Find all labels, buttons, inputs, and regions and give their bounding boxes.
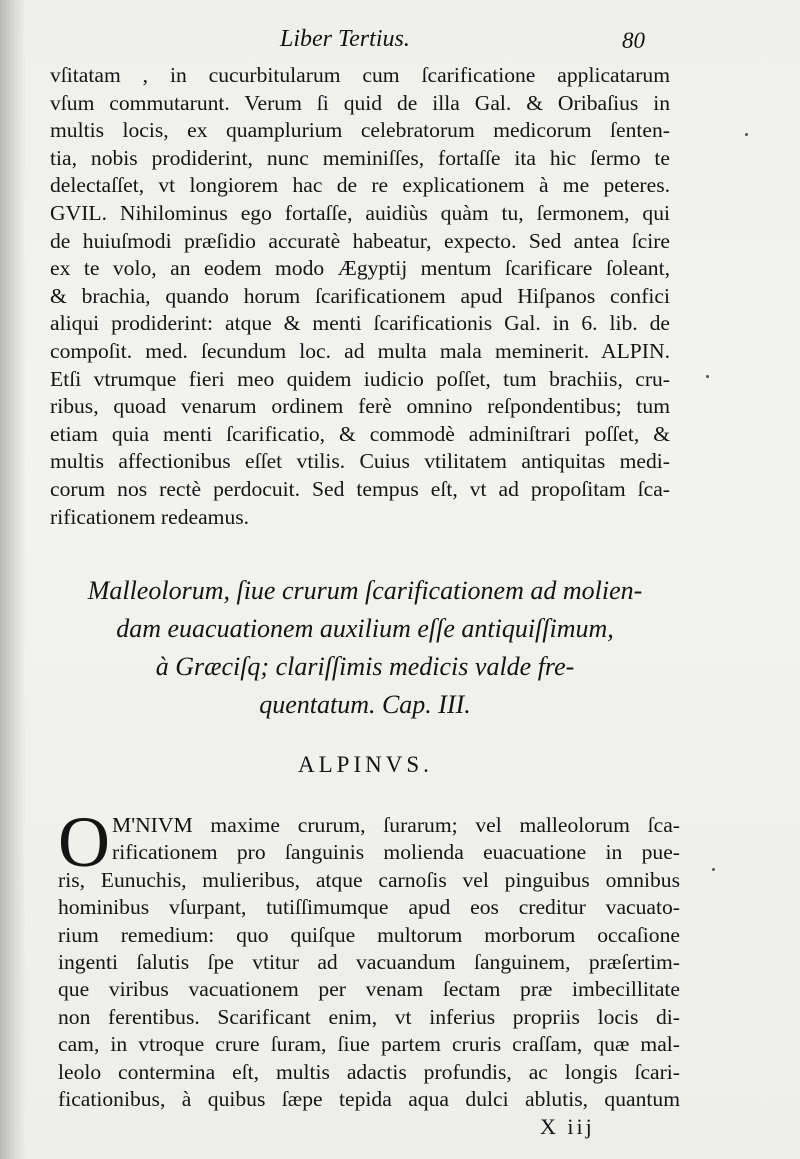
text-line: aliqui prodiderint: atque & menti ſcarificationis Gal. in 6. lib. de [50,311,670,336]
text-line: Etſi vtrumque fieri meo quidem iudicio poſſet, tum brachiis, cru- [50,366,670,391]
text-line: delectaſſet, vt longiorem hac de re explicationem à me peteres. [50,173,670,198]
section-heading: ALPINVS. [298,752,433,777]
paper-speck [712,868,715,871]
text-line: & brachia, quando horum ſcarificationem apud Hiſpanos confici [50,283,670,308]
text-line: tia, nobis prodiderint, nunc meminiſſes, fortaſſe ita hic ſermo te [50,145,670,170]
signature-mark: X iij [540,1114,595,1139]
paragraph-line: que viribus vacuationem per venam ſectam præ imbecillitate [58,977,680,1002]
page-header [0,20,800,54]
paper-speck [706,375,709,378]
text-line: etiam quia menti ſcarificatio, & commodè adminiſtrari poſſet, & [50,421,670,446]
text-line: multis locis, ex quamplurium celebratorum medicorum ſenten- [50,118,670,143]
chapter-title-line: quentatum. Cap. III. [259,690,471,719]
text-line: compoſit. med. ſecundum loc. ad multa mala meminerit. ALPIN. [50,338,670,363]
text-line: de huiuſmodi præſidio accuratè habeatur, expecto. Sed antea ſcire [50,228,670,253]
paragraph-line: ingenti ſalutis ſpe vtitur ad vacuandum ſanguinem, præſertim- [58,950,680,975]
chapter-title-line: Malleolorum, ſiue crurum ſcarificationem ad molien- [87,576,643,605]
body-text [50,62,670,531]
text-line: ribus, quoad venarum ordinem ferè omnino reſpondentibus; tum [50,394,670,419]
text-line: vſitatam , in cucurbitularum cum ſcarificatione applicatarum [50,63,670,87]
paragraph-line: rificationem pro ſanguinis molienda euacuatione in pue- [112,840,680,865]
page-number: 80 [622,28,645,53]
paragraph-line: rium remedium: quo quiſque multorum morborum occaſione [58,922,680,947]
text-line: ex te volo, an eodem modo Ægyptij mentum ſcarificare ſoleant, [50,256,670,281]
chapter-title-line: dam euacuationem auxilium eſſe antiquiſſimum, [116,614,614,643]
text-line: rificationem redeamus. [50,504,250,529]
paragraph-line: M'NIVM maxime crurum, ſurarum; vel malleolorum ſca- [112,813,680,837]
paper-speck [745,133,748,136]
paragraph-line: ficationibus, à quibus ſæpe tepida aqua dulci ablutis, quantum [58,1087,680,1112]
running-head: Liber Tertius. [280,26,410,52]
paragraph-line: leolo contermina eſt, multis adactis profundis, ac longis ſcari- [58,1059,680,1084]
text-line: GVIL. Nihilominus ego fortaſſe, auidiùs quàm tu, ſermonem, qui [50,200,670,225]
drop-cap: O [58,802,110,882]
paragraph [58,812,680,1113]
text-line: corum nos rectè perdocuit. Sed tempus eſt, vt ad propoſitam ſca- [50,476,670,501]
text-line: vſum commutarunt. Verum ſi quid de illa Gal. & Oribaſius in [50,90,670,115]
chapter-title-line: à Græciſq; clariſſimis medicis valde fre- [155,652,575,681]
paragraph-line: cam, in vtroque crure ſuram, ſiue partem cruris craſſam, quæ mal- [58,1032,680,1057]
paragraph-line: ris, Eunuchis, mulieribus, atque carnoſis vel pinguibus omnibus [58,867,680,892]
paragraph-line: hominibus vſurpant, tutiſſimumque apud eos creditur vacuato- [58,895,680,920]
gutter-shadow [0,0,26,1159]
text-line: multis affectionibus eſſet vtilis. Cuius vtilitatem antiquitas medi- [50,449,670,474]
paragraph-line: non ferentibus. Scarificant enim, vt inferius propriis locis di- [58,1004,680,1029]
chapter-title [50,572,680,724]
